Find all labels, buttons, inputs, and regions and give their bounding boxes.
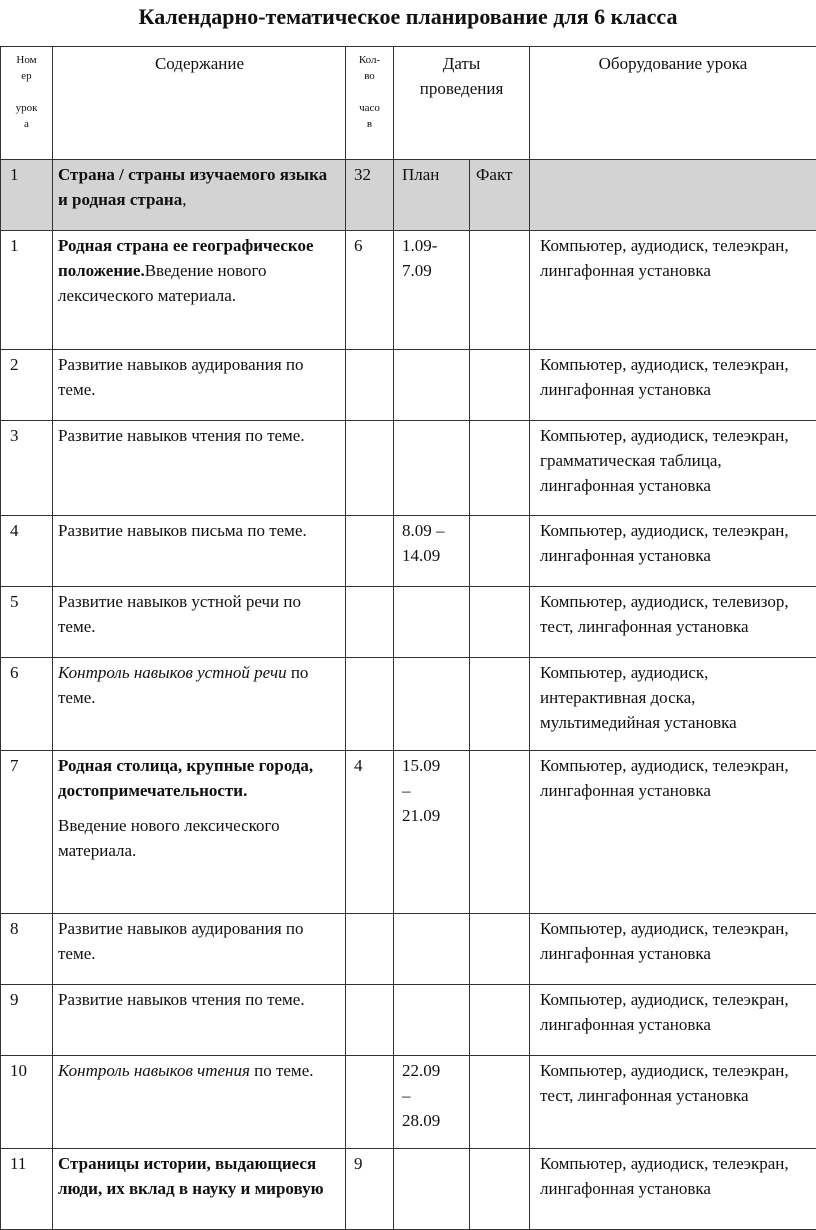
header-lesson-number: Ном ер урок а — [0, 47, 52, 159]
lesson-hours: 6 — [354, 236, 363, 255]
header-equipment: Оборудование урока — [529, 47, 816, 159]
lesson-content — [52, 587, 345, 657]
equipment-line: Компьютер, аудиодиск, телеэкран, — [540, 1154, 789, 1173]
lesson-hours: 9 — [354, 1154, 363, 1173]
page-title: Календарно-тематическое планирование для 6 класса — [138, 4, 678, 29]
section-number: 1 — [10, 165, 19, 184]
lesson-number: 7 — [10, 756, 19, 775]
lesson-topic-text: Развитие навыков устной речи по теме. — [58, 592, 301, 636]
equipment-line: мультимедийная установка — [540, 713, 737, 732]
table-row — [0, 751, 816, 914]
equipment-line: лингафонная установка — [540, 380, 711, 399]
lesson-equipment — [529, 658, 816, 750]
header-dates: Даты проведения — [393, 47, 529, 159]
lesson-content — [52, 231, 345, 349]
lesson-number: 5 — [10, 592, 19, 611]
table-row — [0, 587, 816, 658]
equipment-line: лингафонная установка — [540, 1179, 711, 1198]
lesson-equipment — [529, 1056, 816, 1148]
equipment-line: лингафонная установка — [540, 546, 711, 565]
equipment-line: лингафонная установка — [540, 1015, 711, 1034]
lesson-content — [52, 658, 345, 750]
equipment-line: Компьютер, аудиодиск, телеэкран, — [540, 426, 789, 445]
lesson-plan-date: 1.09- 7.09 — [402, 236, 438, 280]
table-header-row — [0, 46, 816, 160]
lesson-number: 3 — [10, 426, 19, 445]
lesson-plan-date: 15.09 – 21.09 — [402, 756, 441, 825]
lesson-content — [52, 350, 345, 420]
lesson-equipment — [529, 587, 816, 657]
equipment-line: Компьютер, аудиодиск, телеэкран, — [540, 990, 789, 1009]
equipment-line: Компьютер, аудиодиск, телевизор, — [540, 592, 789, 611]
equipment-line: лингафонная установка — [540, 781, 711, 800]
lesson-number: 4 — [10, 521, 19, 540]
section-title-tail: , — [182, 190, 187, 209]
header-hours: Кол- во часо в — [345, 47, 393, 159]
lesson-content — [52, 985, 345, 1055]
equipment-line: интерактивная доска, — [540, 688, 696, 707]
lesson-equipment — [529, 231, 816, 349]
table-row — [0, 231, 816, 350]
equipment-line: грамматическая таблица, — [540, 451, 722, 470]
lesson-content — [52, 751, 345, 913]
equipment-line: лингафонная установка — [540, 476, 711, 495]
section-row — [0, 160, 816, 231]
equipment-line: Компьютер, аудиодиск, телеэкран, — [540, 756, 789, 775]
lesson-topic-italic: Контроль навыков устной речи — [58, 663, 287, 682]
lesson-topic-italic: Контроль навыков чтения — [58, 1061, 250, 1080]
lesson-equipment — [529, 914, 816, 984]
equipment-line: тест, лингафонная установка — [540, 1086, 749, 1105]
lesson-topic-text: Развитие навыков аудирования по теме. — [58, 919, 304, 963]
equipment-line: Компьютер, аудиодиск, телеэкран, — [540, 521, 789, 540]
lesson-topic-text: Введение нового лексического материала. — [58, 261, 267, 305]
lesson-content — [52, 1149, 345, 1229]
lesson-topic-text: Развитие навыков аудирования по теме. — [58, 355, 304, 399]
table-row — [0, 914, 816, 985]
equipment-line: Компьютер, аудиодиск, телеэкран, — [540, 236, 789, 255]
lesson-plan-date: 22.09 – 28.09 — [402, 1061, 441, 1130]
equipment-line: Компьютер, аудиодиск, телеэкран, — [540, 1061, 789, 1080]
table-row — [0, 516, 816, 587]
equipment-line: лингафонная установка — [540, 944, 711, 963]
lesson-number: 2 — [10, 355, 19, 374]
lesson-topic-bold: Родная столица, крупные города, достопримечательности. — [58, 756, 314, 800]
equipment-line: Компьютер, аудиодиск, телеэкран, — [540, 919, 789, 938]
table-row — [0, 421, 816, 516]
lesson-topic-text: Развитие навыков письма по теме. — [58, 521, 307, 540]
lesson-number: 11 — [10, 1154, 27, 1173]
lesson-topic-text: по теме. — [254, 1061, 314, 1080]
equipment-line: Компьютер, аудиодиск, телеэкран, — [540, 355, 789, 374]
section-hours: 32 — [354, 165, 371, 184]
lesson-number: 6 — [10, 663, 19, 682]
table-row — [0, 350, 816, 421]
fact-label: Факт — [476, 165, 513, 184]
lesson-content — [52, 914, 345, 984]
lesson-content — [52, 516, 345, 586]
lesson-hours: 4 — [354, 756, 363, 775]
lesson-topic-text: Развитие навыков чтения по теме. — [58, 990, 305, 1009]
lesson-number: 10 — [10, 1061, 27, 1080]
lesson-topic-bold: Родная страна ее географическое положение. — [58, 236, 314, 280]
table-row — [0, 1056, 816, 1149]
equipment-line: лингафонная установка — [540, 261, 711, 280]
lesson-equipment — [529, 985, 816, 1055]
lesson-topic-text: Развитие навыков чтения по теме. — [58, 426, 305, 445]
lesson-equipment — [529, 516, 816, 586]
lesson-number: 9 — [10, 990, 19, 1009]
lesson-topic-text: по теме. — [58, 663, 309, 707]
lesson-equipment — [529, 751, 816, 913]
lesson-plan-date: 8.09 – 14.09 — [402, 521, 445, 565]
lesson-content — [52, 421, 345, 515]
table-row — [0, 985, 816, 1056]
lesson-equipment — [529, 421, 816, 515]
equipment-line: тест, лингафонная установка — [540, 617, 749, 636]
table-row — [0, 658, 816, 751]
plan-label: План — [402, 165, 440, 184]
equipment-line: Компьютер, аудиодиск, — [540, 663, 709, 682]
lesson-content — [52, 1056, 345, 1148]
lesson-number: 8 — [10, 919, 19, 938]
lesson-equipment — [529, 350, 816, 420]
lesson-number: 1 — [10, 236, 19, 255]
table-row — [0, 1149, 816, 1230]
lesson-topic-text: Введение нового лексического материала. — [58, 816, 280, 860]
planning-table — [0, 46, 816, 1230]
lesson-equipment — [529, 1149, 816, 1229]
section-title: Страна / страны изучаемого языка и родная страна — [58, 165, 328, 209]
header-content: Содержание — [52, 47, 345, 159]
lesson-topic-bold: Страницы истории, выдающиеся люди, их вклад в науку и мировую — [58, 1154, 324, 1198]
